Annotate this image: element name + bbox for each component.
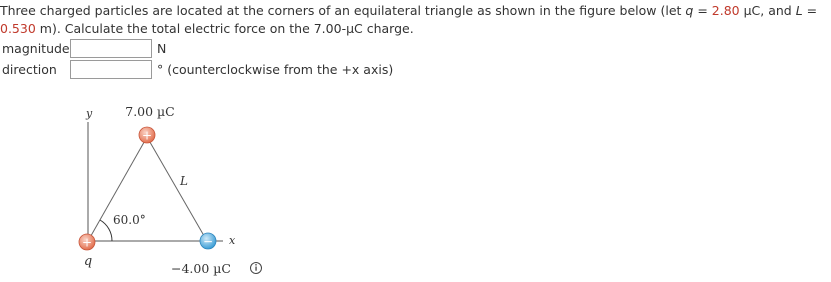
triangle-side-right [147,137,207,241]
L-value: 0.530 [0,21,36,36]
right-charge-label: −4.00 µC [171,261,231,276]
left-charge-label: q [83,254,93,269]
magnitude-label: magnitude [2,40,70,56]
direction-label: direction [2,61,57,77]
right-charge-sign: − [202,234,214,249]
y-axis-label: y [86,107,93,120]
question-text: Three charged particles are located at the corners of an equilateral triangle as shown in the figure below (let q = 2.80 µC, and L = 0.530 m). Calculate the total electric force on the 7.00-µC charge. [0,3,818,36]
angle-arc [100,220,112,241]
side-label: L [180,174,188,188]
q-value: 2.80 [711,3,740,18]
magnitude-unit: N [157,40,167,56]
top-charge-sign: + [141,128,153,143]
top-charge-label: 7.00 µC [125,104,175,119]
angle-label: 60.0° [113,213,146,227]
info-icon[interactable] [251,263,262,274]
left-charge-sign: + [81,235,93,250]
direction-unit: ° (counterclockwise from the +x axis) [157,61,394,77]
x-axis-label: x [229,234,236,247]
